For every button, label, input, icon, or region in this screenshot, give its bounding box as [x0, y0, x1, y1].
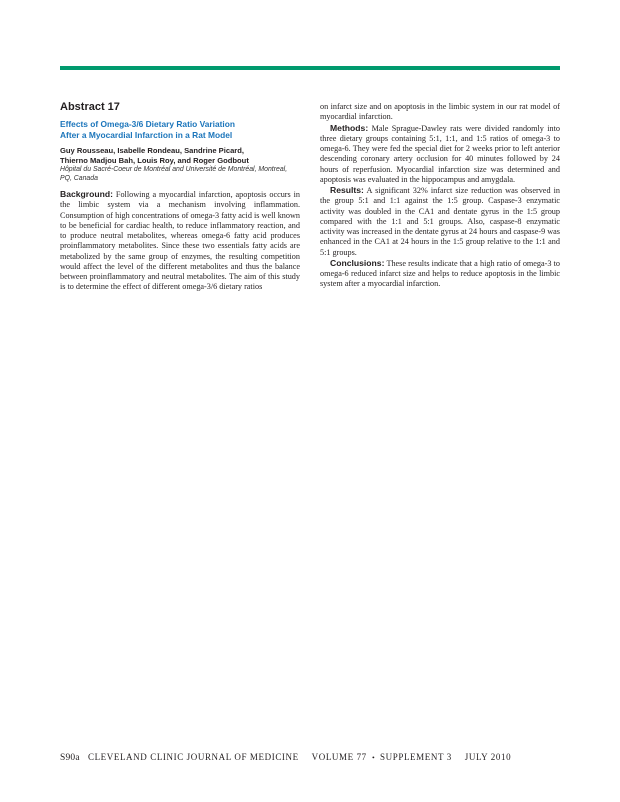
issue-date: JULY 2010 — [464, 752, 512, 762]
volume: VOLUME 77 — [311, 752, 367, 762]
journal-name: CLEVELAND CLINIC JOURNAL OF MEDICINE — [87, 752, 299, 762]
authors-line-2: Thierno Madjou Bah, Louis Roy, and Roger Godbout — [60, 155, 249, 165]
left-column — [60, 101, 300, 293]
methods-heading: Methods: — [330, 122, 369, 133]
background-continuation: on infarct size and on apoptosis in the limbic system in our rat model of myocardial infarction. — [320, 102, 560, 122]
right-column — [320, 102, 560, 290]
bullet-separator: • — [371, 753, 375, 762]
abstract-number: Abstract 17 — [60, 101, 120, 113]
conclusions-heading: Conclusions: — [330, 257, 385, 268]
methods-text: Male Sprague-Dawley rats were divided randomly into three dietary groups containing 5:1, 1:1, and 1:5 ratios of omega-3 to omega-6. They were fed the special diet for 2 weeks prior to left anterior descending coronary artery occlusion for 40 minutes followed by 24 hours of reperfusion. Myocardial infarction size was determined and apoptosis was evaluated in the hippocampus and amygdala. — [320, 123, 560, 184]
background-heading: Background: — [60, 189, 113, 200]
conclusions-text: These results indicate that a high ratio of omega-3 to omega-6 reduced infarct size and helps to reduce apoptosis in the limbic system after a myocardial infarction. — [320, 258, 560, 289]
results-paragraph — [320, 185, 560, 258]
affiliation: Hôpital du Sacré-Coeur de Montréal and Université de Montréal, Montreal, PQ, Canada — [60, 166, 288, 183]
page-footer — [60, 752, 511, 763]
supplement: SUPPLEMENT 3 — [380, 752, 452, 762]
results-heading: Results: — [330, 185, 364, 195]
header-rule — [60, 66, 560, 70]
methods-paragraph — [320, 123, 560, 186]
background-text: Following a myocardial infarction, apoptosis occurs in the limbic system via a mechanism involving inflammation. Consumption of high concentrations of omega-3 fatty acid is well known to be beneficial for cardiac health, to reduce inflammatory reaction, and to produce neutral metabolites, whereas omega-6 fatty acid produces proinflammatory metabolites. Since these two essentials fatty acids are metabolized by the same group of enzymes, the resulting competition would affect the level of the different metabolites and thus the balance between proinflammatory and neutral metabolites. The aim of this study is to determine the effect of different omega-3/6 dietary ratios — [60, 190, 300, 292]
conclusions-paragraph — [320, 258, 560, 290]
abstract-title — [60, 119, 300, 140]
results-text: A significant 32% infarct size reduction was observed in the group 5:1 and 1:1 against the 1:5 group. Caspase-3 enzymatic activity was doubled in the CA1 and dentate gyrus in the 1:5 group compared with the 1:1 and 5:1 groups. Also, caspase-8 enzymatic activity was increased in the dentate gyrus at 24 hours and caspase-9 was enhanced in the CA1 at 24 hours in the 1:5 group relative to the 1:1 and 5:1 groups. — [320, 186, 560, 257]
title-line-2: After a Myocardial Infarction in a Rat Model — [60, 129, 233, 140]
background-paragraph — [60, 189, 300, 293]
title-line-1: Effects of Omega-3/6 Dietary Ratio Variation — [60, 119, 235, 129]
authors-line-1: Guy Rousseau, Isabelle Rondeau, Sandrine Picard, — [60, 146, 244, 155]
page-number: S90a — [60, 753, 80, 763]
authors — [60, 146, 300, 165]
